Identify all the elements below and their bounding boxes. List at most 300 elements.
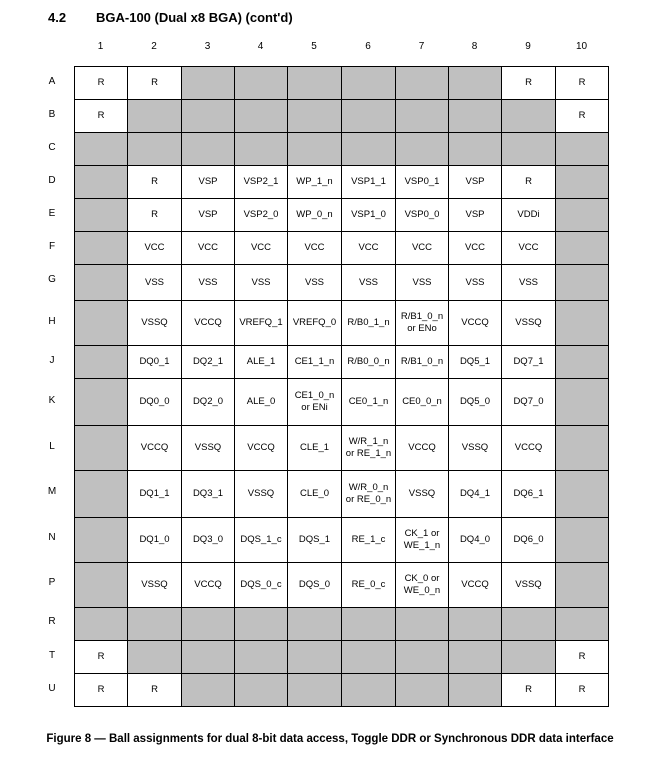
ball-C5 [287, 132, 342, 166]
ball-B9 [501, 99, 556, 133]
ball-label: VSP1_1 [351, 176, 386, 187]
ball-D7 [395, 165, 449, 199]
ball-label: CK_1 or WE_1_n [403, 528, 441, 551]
ball-label: VCCQ [461, 317, 489, 328]
column-header-10: 10 [575, 41, 588, 52]
ball-label: DQ4_0 [459, 534, 491, 545]
ball-L4 [234, 425, 288, 471]
ball-label: DQ2_1 [192, 356, 224, 367]
ball-label: DQS_1_c [240, 534, 282, 545]
ball-label: VSS [518, 276, 538, 288]
ball-T5 [287, 640, 342, 674]
row-header-U: U [48, 683, 56, 694]
ball-P1 [74, 562, 128, 608]
ball-N10 [555, 517, 609, 563]
ball-K5 [287, 378, 342, 426]
ball-label: DQ3_0 [192, 534, 224, 545]
ball-label: CE1_1_n [294, 356, 335, 367]
ball-T6 [341, 640, 396, 674]
ball-label: RE_1_c [351, 534, 386, 545]
ball-M5 [287, 470, 342, 518]
ball-label: DQ7_0 [513, 396, 544, 407]
row-header-J: J [49, 355, 55, 366]
ball-U2 [127, 673, 182, 707]
ball-M2 [127, 470, 182, 518]
column-header-3: 3 [204, 41, 211, 52]
ball-label: VSS [251, 276, 271, 288]
ball-P2 [127, 562, 182, 608]
ball-D2 [127, 165, 182, 199]
ball-U6 [341, 673, 396, 707]
ball-N8 [448, 517, 502, 563]
ball-label: R [525, 684, 532, 695]
ball-label: DQS_0_c [240, 579, 282, 590]
ball-R3 [181, 607, 235, 641]
ball-J7 [395, 345, 449, 379]
ball-label: VCC [144, 242, 165, 253]
ball-T10 [555, 640, 609, 674]
ball-F1 [74, 231, 128, 265]
ball-label: VSP0_0 [404, 209, 440, 220]
ball-J2 [127, 345, 182, 379]
ball-D10 [555, 165, 609, 199]
ball-label: DQ2_0 [192, 396, 224, 407]
ball-B6 [341, 99, 396, 133]
ball-label: VCCQ [247, 442, 275, 453]
ball-H7 [395, 300, 449, 346]
ball-D1 [74, 165, 128, 199]
ball-K6 [341, 378, 396, 426]
ball-U1 [74, 673, 128, 707]
ball-T1 [74, 640, 128, 674]
column-header-1: 1 [97, 41, 104, 52]
ball-R5 [287, 607, 342, 641]
ball-D3 [181, 165, 235, 199]
ball-B8 [448, 99, 502, 133]
ball-M10 [555, 470, 609, 518]
ball-C2 [127, 132, 182, 166]
ball-F3 [181, 231, 235, 265]
ball-K1 [74, 378, 128, 426]
ball-T2 [127, 640, 182, 674]
ball-label: VSP [198, 176, 218, 187]
ball-F2 [127, 231, 182, 265]
ball-P10 [555, 562, 609, 608]
ball-label: VSSQ [515, 579, 542, 590]
ball-label: ALE_1 [246, 356, 276, 367]
ball-H9 [501, 300, 556, 346]
row-header-A: A [48, 76, 56, 87]
ball-label: DQ3_1 [192, 488, 224, 499]
ball-D6 [341, 165, 396, 199]
ball-L8 [448, 425, 502, 471]
ball-label: VSS [144, 276, 164, 288]
ball-label: VSSQ [247, 488, 275, 499]
ball-A5 [287, 66, 342, 100]
ball-label: R/B0_0_n [347, 356, 390, 367]
ball-K9 [501, 378, 556, 426]
ball-L6 [341, 425, 396, 471]
ball-label: VSS [358, 276, 378, 288]
row-header-E: E [48, 208, 56, 219]
ball-T7 [395, 640, 449, 674]
ball-N9 [501, 517, 556, 563]
ball-C4 [234, 132, 288, 166]
ball-U5 [287, 673, 342, 707]
ball-L2 [127, 425, 182, 471]
ball-M8 [448, 470, 502, 518]
column-header-9: 9 [525, 41, 531, 52]
ball-N1 [74, 517, 128, 563]
ball-label: VSSQ [515, 317, 542, 328]
ball-B1 [74, 99, 128, 133]
ball-C7 [395, 132, 449, 166]
ball-K8 [448, 378, 502, 426]
ball-label: R [578, 651, 586, 662]
ball-label: W/R_1_n or RE_1_n [345, 436, 392, 459]
ball-G5 [287, 264, 342, 301]
ball-H6 [341, 300, 396, 346]
ball-label: DQ0_0 [139, 396, 170, 407]
ball-K10 [555, 378, 609, 426]
column-header-8: 8 [471, 41, 478, 52]
ball-B3 [181, 99, 235, 133]
ball-D9 [501, 165, 556, 199]
row-header-H: H [48, 316, 56, 327]
ball-E8 [448, 198, 502, 232]
ball-N4 [234, 517, 288, 563]
ball-label: VSSQ [141, 579, 168, 590]
ball-label: DQS_0 [298, 579, 331, 590]
ball-U8 [448, 673, 502, 707]
ball-label: VSS [304, 276, 324, 288]
ball-label: VCCQ [140, 442, 169, 453]
figure-caption: Figure 8 — Ball assignments for dual 8-bit data access, Toggle DDR or Synchronous DDR data interface [46, 733, 614, 745]
ball-label: VSP1_0 [351, 209, 386, 220]
ball-K3 [181, 378, 235, 426]
ball-B10 [555, 99, 609, 133]
ball-T3 [181, 640, 235, 674]
column-header-6: 6 [365, 41, 371, 52]
ball-label: DQ5_0 [459, 396, 491, 407]
ball-U3 [181, 673, 235, 707]
ball-C9 [501, 132, 556, 166]
ball-label: VCCQ [194, 579, 222, 590]
ball-F9 [501, 231, 556, 265]
ball-U7 [395, 673, 449, 707]
section-number: 4.2 [48, 10, 67, 25]
ball-C1 [74, 132, 128, 166]
ball-E9 [501, 198, 556, 232]
ball-M4 [234, 470, 288, 518]
ball-H4 [234, 300, 288, 346]
ball-P9 [501, 562, 556, 608]
ball-label: R [151, 176, 158, 187]
ball-L5 [287, 425, 342, 471]
ball-label: CE0_1_n [348, 396, 389, 407]
ball-G4 [234, 264, 288, 301]
ball-N7 [395, 517, 449, 563]
column-header-2: 2 [151, 41, 157, 52]
ball-U10 [555, 673, 609, 707]
ball-H1 [74, 300, 128, 346]
ball-label: CK_0 or WE_0_n [403, 573, 441, 596]
ball-P3 [181, 562, 235, 608]
ball-F6 [341, 231, 396, 265]
ball-F10 [555, 231, 609, 265]
ball-E6 [341, 198, 396, 232]
ball-T9 [501, 640, 556, 674]
ball-L7 [395, 425, 449, 471]
ball-H3 [181, 300, 235, 346]
ball-B5 [287, 99, 342, 133]
ball-E10 [555, 198, 609, 232]
ball-N6 [341, 517, 396, 563]
ball-E2 [127, 198, 182, 232]
row-header-L: L [49, 441, 55, 452]
ball-label: VSSQ [194, 442, 222, 453]
ball-label: DQ0_1 [139, 356, 170, 367]
row-header-T: T [48, 650, 56, 661]
ball-A3 [181, 66, 235, 100]
ball-D5 [287, 165, 342, 199]
ball-label: R [151, 684, 158, 695]
ball-A1 [74, 66, 128, 100]
ball-label: CE0_0_n [402, 396, 442, 407]
ball-label: VSS [465, 276, 485, 288]
ball-N5 [287, 517, 342, 563]
ball-label: R [525, 77, 532, 88]
ball-label: R/B1_0_n [400, 356, 444, 367]
ball-label: CE1_0_n or ENi [294, 390, 335, 413]
ball-P6 [341, 562, 396, 608]
ball-E1 [74, 198, 128, 232]
ball-B2 [127, 99, 182, 133]
ball-L10 [555, 425, 609, 471]
ball-E4 [234, 198, 288, 232]
ball-label: VCC [518, 242, 539, 253]
ball-E3 [181, 198, 235, 232]
ball-label: R [97, 110, 105, 121]
ball-G6 [341, 264, 396, 301]
row-header-C: C [48, 142, 56, 153]
ball-T8 [448, 640, 502, 674]
ball-label: VCC [197, 242, 219, 253]
ball-G8 [448, 264, 502, 301]
ball-label: VSP [198, 209, 218, 220]
ball-label: DQ6_1 [513, 488, 544, 499]
section-title: BGA-100 (Dual x8 BGA) (cont'd) [96, 10, 293, 25]
ball-H8 [448, 300, 502, 346]
ball-label: VSP0_1 [404, 176, 440, 187]
ball-label: VSSQ [141, 317, 168, 328]
ball-F7 [395, 231, 449, 265]
row-header-N: N [48, 532, 56, 543]
ball-label: VCC [358, 242, 379, 253]
ball-label: W/R_0_n or RE_0_n [345, 482, 392, 505]
ball-B4 [234, 99, 288, 133]
ball-J8 [448, 345, 502, 379]
row-header-R: R [48, 616, 56, 627]
ball-label: VSS [198, 276, 218, 288]
ball-G3 [181, 264, 235, 301]
ball-J4 [234, 345, 288, 379]
ball-E5 [287, 198, 342, 232]
ball-label: DQS_1 [298, 534, 331, 545]
ball-T4 [234, 640, 288, 674]
ball-P7 [395, 562, 449, 608]
ball-K4 [234, 378, 288, 426]
row-header-M: M [47, 486, 57, 497]
ball-label: VCC [304, 242, 325, 253]
row-header-K: K [48, 395, 56, 406]
ball-L1 [74, 425, 128, 471]
ball-H10 [555, 300, 609, 346]
ball-J10 [555, 345, 609, 379]
ball-label: DQ4_1 [459, 488, 491, 499]
ball-G2 [127, 264, 182, 301]
ball-label: R [578, 77, 586, 88]
ball-C8 [448, 132, 502, 166]
ball-P8 [448, 562, 502, 608]
ball-D8 [448, 165, 502, 199]
ball-A6 [341, 66, 396, 100]
ball-M1 [74, 470, 128, 518]
ball-A4 [234, 66, 288, 100]
ball-R6 [341, 607, 396, 641]
ball-label: DQ1_1 [139, 488, 170, 499]
ball-G9 [501, 264, 556, 301]
ball-R10 [555, 607, 609, 641]
ball-F8 [448, 231, 502, 265]
ball-label: VREFQ_0 [292, 317, 337, 328]
ball-label: DQ6_0 [513, 534, 544, 545]
ball-G7 [395, 264, 449, 301]
ball-label: R [151, 77, 158, 88]
ball-M7 [395, 470, 449, 518]
ball-label: RE_0_c [351, 579, 386, 590]
ball-label: VSS [412, 276, 432, 288]
ball-N3 [181, 517, 235, 563]
ball-C3 [181, 132, 235, 166]
ball-label: VSP [465, 176, 485, 187]
ball-label: VCC [250, 242, 272, 253]
ball-A2 [127, 66, 182, 100]
ball-label: VSSQ [408, 488, 436, 499]
ball-G1 [74, 264, 128, 301]
ball-label: R/B0_1_n [347, 317, 390, 328]
ball-E7 [395, 198, 449, 232]
column-header-5: 5 [311, 41, 317, 52]
ball-K7 [395, 378, 449, 426]
ball-B7 [395, 99, 449, 133]
ball-U4 [234, 673, 288, 707]
column-header-4: 4 [257, 41, 264, 52]
ball-label: R [97, 684, 105, 695]
ball-label: DQ1_0 [139, 534, 170, 545]
ball-D4 [234, 165, 288, 199]
ball-F5 [287, 231, 342, 265]
ball-label: DQ5_1 [459, 356, 491, 367]
ball-label: VCCQ [408, 442, 436, 453]
ball-label: VCC [464, 242, 486, 253]
ball-label: VSP2_1 [243, 176, 279, 187]
ball-label: VSP [465, 209, 485, 220]
ball-label: R [151, 209, 158, 220]
ball-M3 [181, 470, 235, 518]
row-header-P: P [48, 577, 56, 588]
ball-R8 [448, 607, 502, 641]
ball-J9 [501, 345, 556, 379]
ball-N2 [127, 517, 182, 563]
ball-label: VDDi [517, 209, 540, 220]
ball-label: VSSQ [461, 442, 489, 453]
ball-R1 [74, 607, 128, 641]
ball-label: R [97, 77, 105, 88]
ball-P4 [234, 562, 288, 608]
ball-label: VCC [411, 242, 433, 253]
ball-label: R [578, 110, 586, 121]
row-header-B: B [48, 109, 56, 120]
ball-label: WP_0_n [296, 209, 333, 220]
ball-R2 [127, 607, 182, 641]
ball-H2 [127, 300, 182, 346]
ball-L9 [501, 425, 556, 471]
row-header-G: G [48, 274, 56, 285]
ball-label: DQ7_1 [513, 356, 544, 367]
ball-C6 [341, 132, 396, 166]
ball-M9 [501, 470, 556, 518]
ball-G10 [555, 264, 609, 301]
ball-A8 [448, 66, 502, 100]
ball-label: R/B1_0_n or ENo [400, 311, 444, 334]
ball-C10 [555, 132, 609, 166]
column-header-7: 7 [418, 41, 425, 52]
ball-label: ALE_0 [246, 396, 276, 407]
ball-J5 [287, 345, 342, 379]
ball-label: WP_1_n [296, 176, 333, 187]
ball-J6 [341, 345, 396, 379]
ball-U9 [501, 673, 556, 707]
ball-label: VCCQ [514, 442, 543, 453]
ball-A10 [555, 66, 609, 100]
ball-K2 [127, 378, 182, 426]
ball-H5 [287, 300, 342, 346]
ball-A9 [501, 66, 556, 100]
ball-label: VCCQ [461, 579, 489, 590]
ball-R7 [395, 607, 449, 641]
ball-F4 [234, 231, 288, 265]
ball-R9 [501, 607, 556, 641]
ball-A7 [395, 66, 449, 100]
ball-label: R [578, 684, 586, 695]
ball-label: CLE_0 [299, 488, 330, 499]
ball-label: R [97, 651, 105, 662]
ball-label: VREFQ_1 [239, 317, 283, 328]
ball-M6 [341, 470, 396, 518]
ball-R4 [234, 607, 288, 641]
ball-label: R [525, 176, 532, 187]
row-header-F: F [48, 241, 56, 252]
ball-J3 [181, 345, 235, 379]
row-header-D: D [48, 175, 56, 186]
ball-J1 [74, 345, 128, 379]
ball-label: VCCQ [194, 317, 222, 328]
ball-P5 [287, 562, 342, 608]
ball-label: CLE_1 [299, 442, 330, 453]
ball-L3 [181, 425, 235, 471]
ball-label: VSP2_0 [243, 209, 279, 220]
